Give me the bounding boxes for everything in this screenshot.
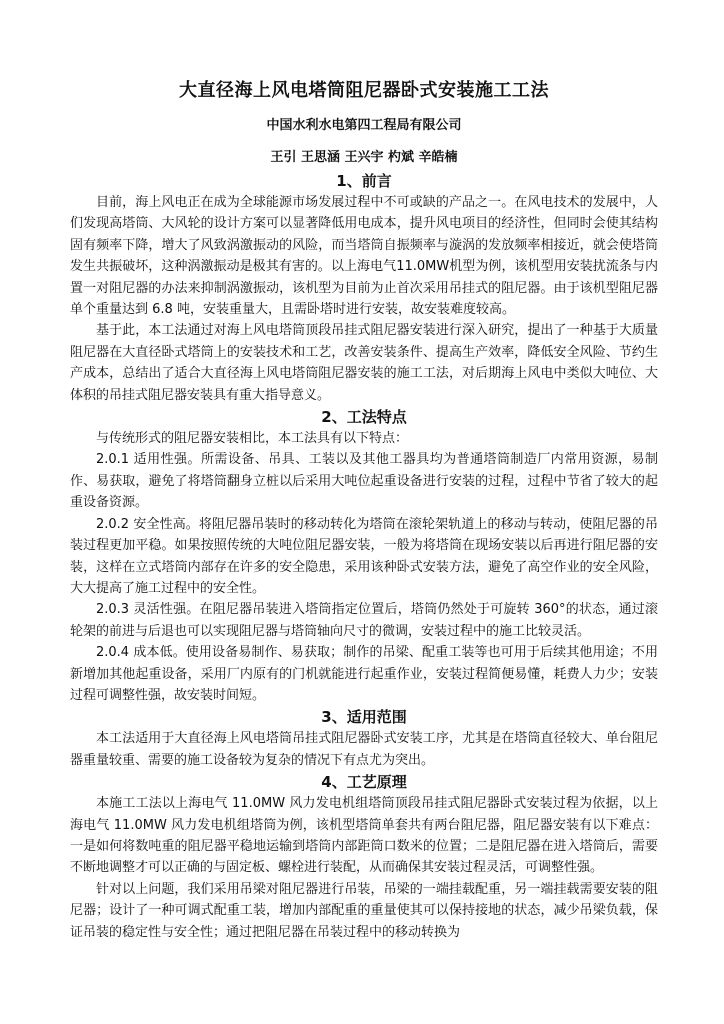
authors: 王引 王思涵 王兴宇 杓斌 辛皓楠 (270, 150, 458, 165)
paragraph: 基于此，本工法通过对海上风电塔筒顶段吊挂式阻尼器安装进行深入研究，提出了一种基于大质量阻尼器在大直径卧式塔筒上的安装技术和工艺，改善安装条件、提高生产效率，降低安全风险、节约生产成本，总结出了适合大直径海上风电塔筒阻尼器安装的施工工法，对后期海上风电中类似大吨位、大体积的吊挂式阻尼器安装具有重大指导意义。 (70, 323, 658, 403)
section-heading-scope: 3、适用范围 (321, 708, 407, 727)
section-heading-preface: 1、前言 (336, 172, 392, 190)
paragraph: 针对以上问题，我们采用吊梁对阻尼器进行吊装，吊梁的一端挂载配重，另一端挂载需要安装的阻尼器；设计了一种可调式配重工装，增加内部配重的重量使其可以保持接地的状态，减少吊梁负载，保证吊装的稳定性与安全性；通过把阻尼器在吊装过程中的移动转换为 (70, 881, 658, 940)
section-heading-principle: 4、工艺原理 (321, 773, 407, 792)
paragraph: 2.0.2 安全性高。将阻尼器吊装时的移动转化为塔筒在滚轮架轨道上的移动与转动，使阻尼器的吊装过程更加平稳。如果按照传统的大吨位阻尼器安装，一般为将塔筒在现场安装以后再进行阻尼器的安装，这样在立式塔筒内部存在许多的安全隐患，采用该种卧式安装方法，避免了高空作业的安全风险，大大提高了施工过程中的安全性。 (70, 516, 658, 596)
paragraph: 本工法适用于大直径海上风电塔筒吊挂式阻尼器卧式安装工序，尤其是在塔筒直径较大、单台阻尼器重量较重、需要的施工设备较为复杂的情况下有点尤为突出。 (70, 731, 658, 768)
document-page (70, 78, 658, 943)
paragraph: 2.0.3 灵活性强。在阻尼器吊装进入塔筒指定位置后，塔筒仍然处于可旋转 360°的状态，通过滚轮架的前进与后退也可以实现阻尼器与塔筒轴向尺寸的微调，安装过程中的施工比较灵活。 (70, 602, 658, 639)
document-title: 大直径海上风电塔筒阻尼器卧式安装施工工法 (179, 80, 549, 101)
paragraph: 本施工工法以上海电气 11.0MW 风力发电机组塔筒顶段吊挂式阻尼器卧式安装过程为依据，以上海电气 11.0MW 风力发电机组塔筒为例，该机型塔筒单套共有两台阻尼器，阻尼器安装有以下难点：一是如何将数吨重的阻尼器平稳地运输到塔筒内部距筒口数米的位置；二是阻尼器在进入塔筒后，需要不断地调整才可以正确的与固定板、螺栓进行装配，从而确保其安装过程灵活，可调整性强。 (70, 796, 658, 876)
paragraph: 2.0.4 成本低。使用设备易制作、易获取；制作的吊梁、配重工装等也可用于后续其他用途；不用新增加其他起重设备，采用厂内原有的门机就能进行起重作业，安装过程简便易懂，耗费人力少；安装过程可调整性强，故安装时间短。 (70, 645, 658, 703)
paragraph: 与传统形式的阻尼器安装相比，本工法具有以下特点： (96, 431, 409, 447)
organization: 中国水利水电第四工程局有限公司 (266, 118, 462, 133)
paragraph: 目前，海上风电正在成为全球能源市场发展过程中不可或缺的产品之一。在风电技术的发展中，人们发现高塔筒、大风轮的设计方案可以显著降低用电成本，提升风电项目的经济性，但同时会使其结构固有频率下降，增大了风致涡激振动的风险，而当塔筒自振频率与漩涡的发放频率相接近，就会使塔筒发生共振破坏，这种涡激振动是极其有害的。以上海电气11.0MW机型为例，该机型用安装扰流条与内置一对阻尼器的办法来抑制涡激振动，该机型为目前为止首次采用吊挂式的阻尼器。由于该机型阻尼器单个重量达到 6.8 吨，安装重量大，且需卧塔时进行安装，故安装难度较高。 (70, 195, 658, 318)
paragraph: 2.0.1 适用性强。所需设备、吊具、工装以及其他工器具均为普通塔筒制造厂内常用资源，易制作、易获取，避免了将塔筒翻身立桩以后采用大吨位起重设备进行安装的过程，过程中节省了较大的起重设备资源。 (70, 452, 658, 511)
section-heading-features: 2、工法特点 (321, 408, 407, 427)
